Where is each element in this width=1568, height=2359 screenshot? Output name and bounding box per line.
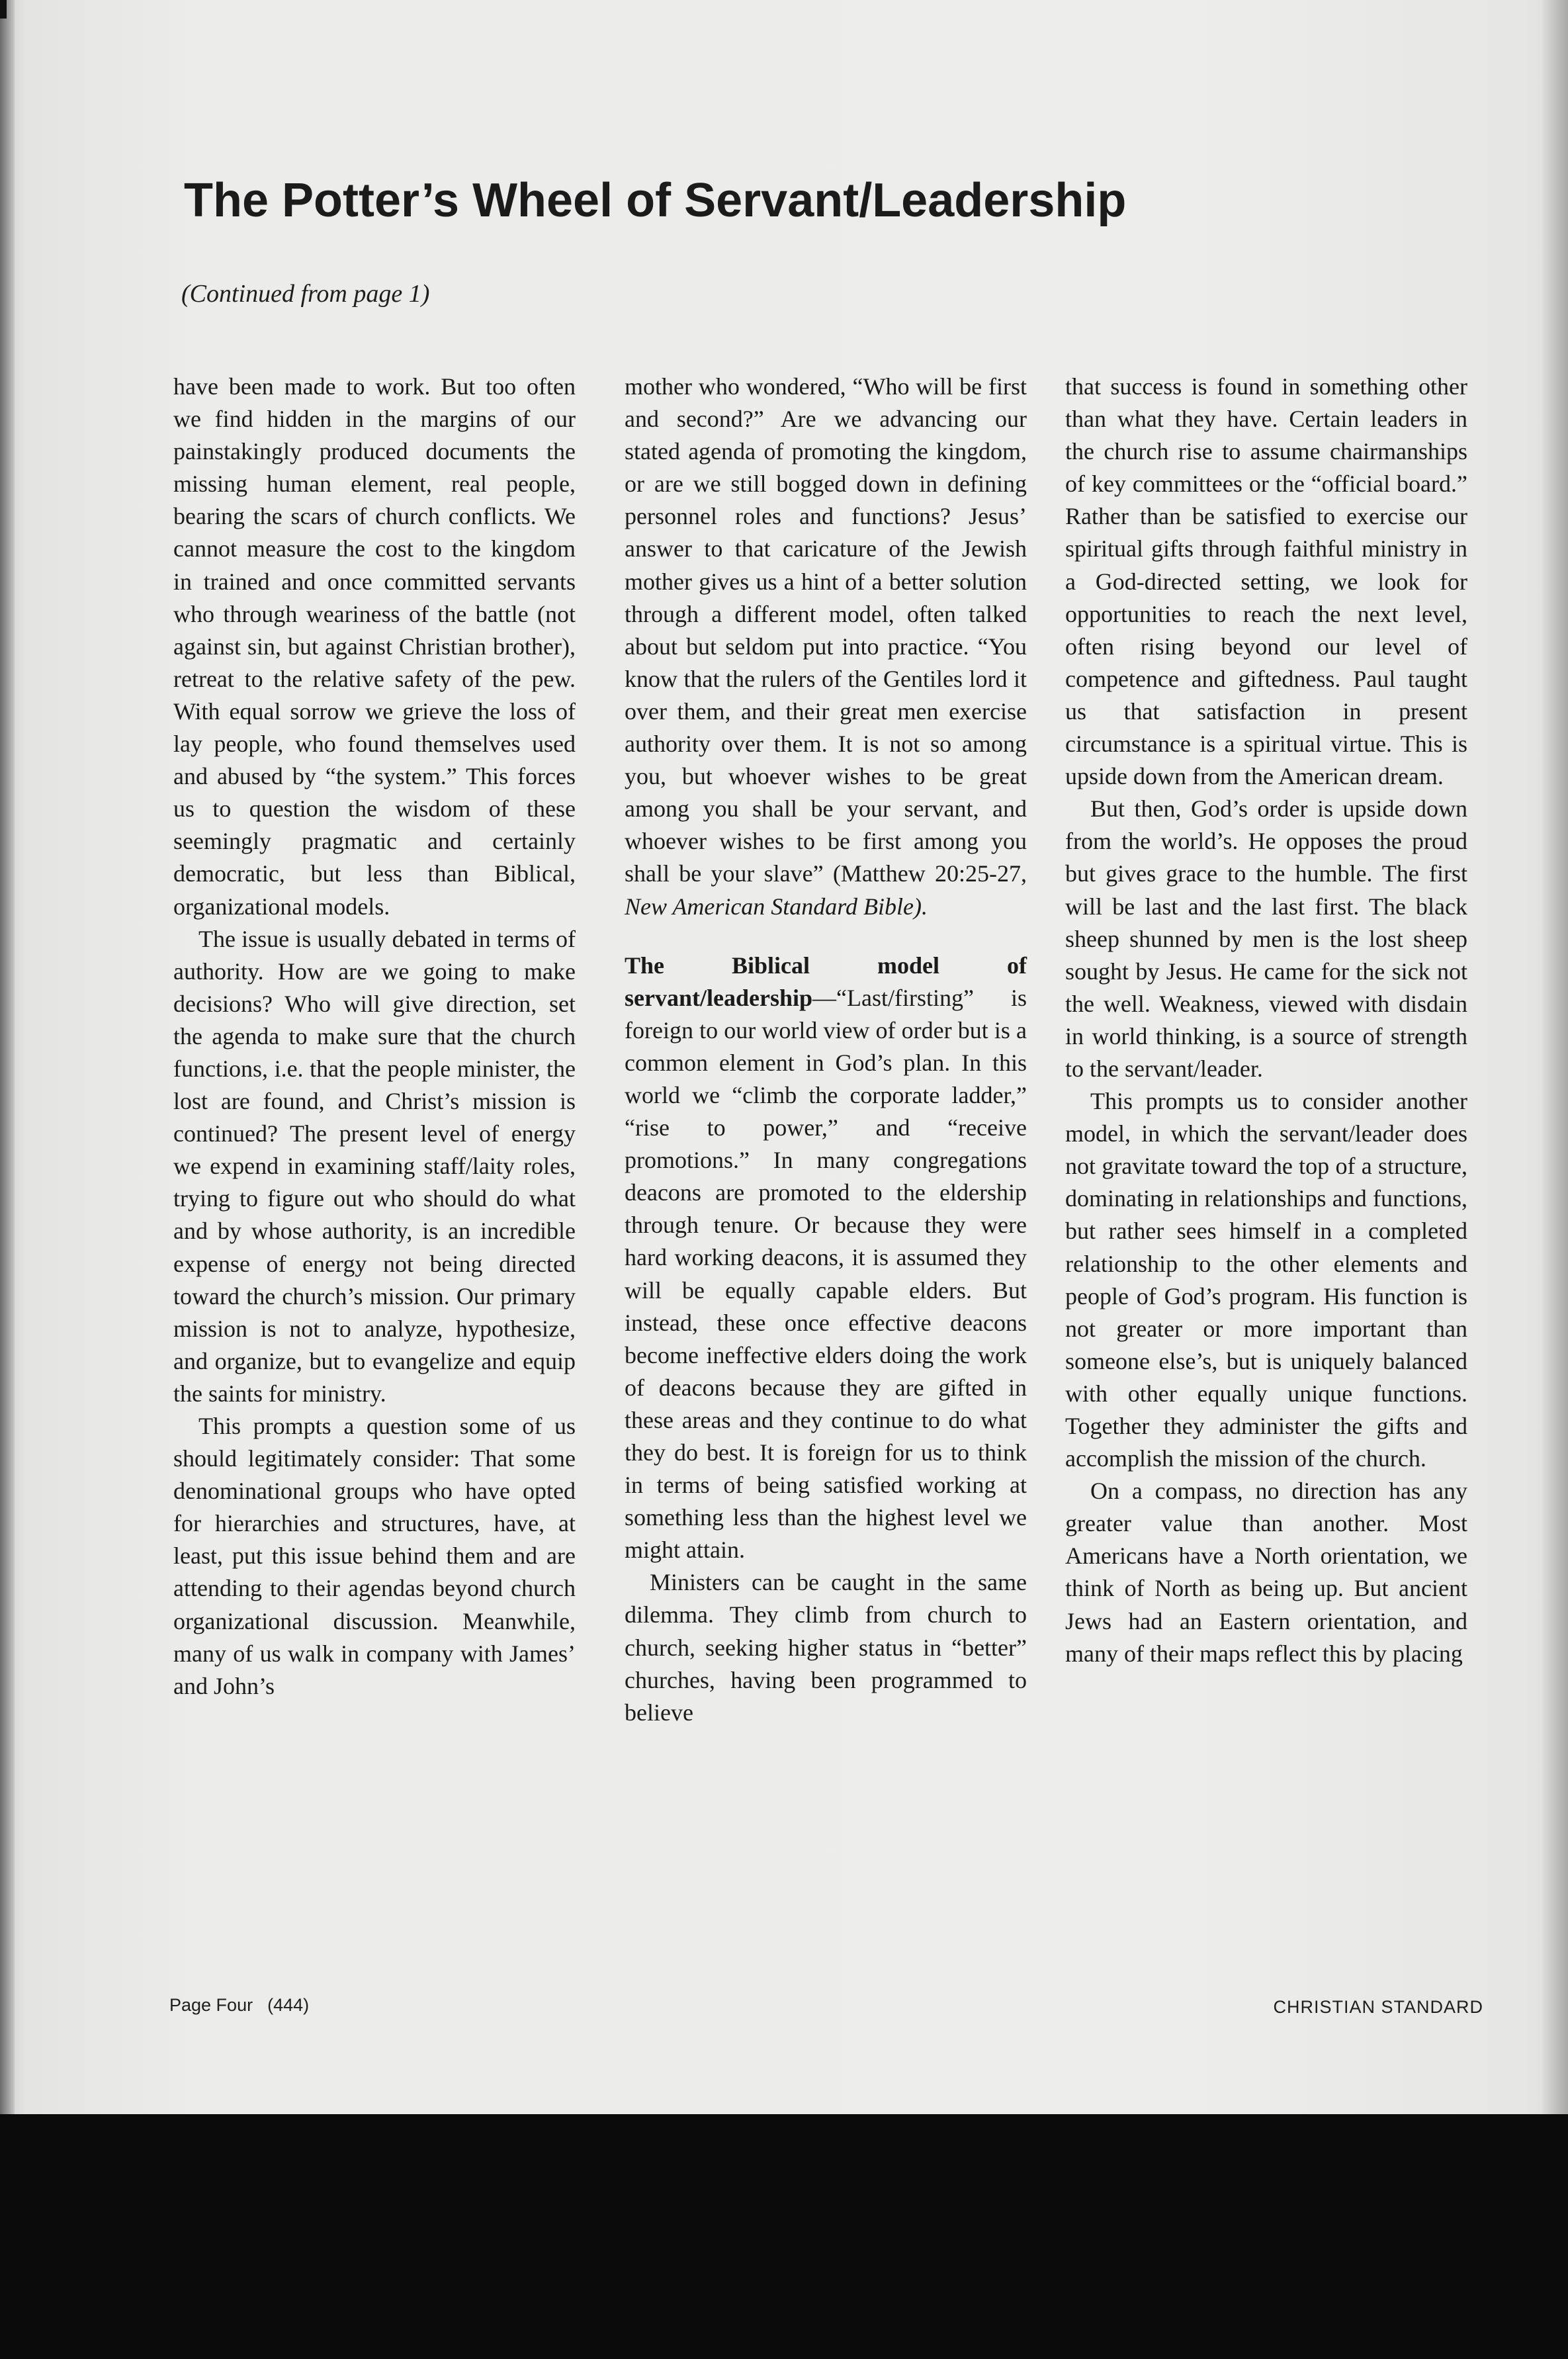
bible-citation: New American Standard Bible). [625,893,928,920]
page-number: (444) [267,1995,310,2015]
section-subheading: The Biblical model of servant/leadership [625,952,1027,1011]
binding-shadow-left [0,0,15,2114]
article-title: The Potter’s Wheel of Servant/Leadership [184,174,1127,227]
column1-paragraph-2: The issue is usually debated in terms of authority. How are we going to make decisions? Who will give direction, set the agenda to make sure that the church functions, i.e. that the people minister, the lost are found, and Christ’s mission is continued? The present level of energy we expend in examining staff/laity roles, trying to figure out who should do what and by whose authority, is an incredible expense of energy not being directed toward the church’s mission. Our primary mission is not to analyze, hypothesize, and organize, but to evangelize and equip the saints for ministry. [173,925,576,1407]
column2-paragraph-1 [625,371,1027,923]
column2-paragraph-1-text: mother who wondered, “Who will be first and second?” Are we advancing our stated agenda of promoting the kingdom, or are we still bogged down in defining personnel roles and functions? Jesus’ answer to that caricature of the Jewish mother gives us a hint of a better solution through a different model, often talked about but seldom put into practice. “You know that the rulers of the Gentiles lord it over them, and their great men exercise authority over them. It is not so among you, but whoever wishes to be great among you shall be your servant, and whoever wishes to be first among you shall be your slave” (Matthew 20:25-27, [625,373,1027,887]
publication-name: CHRISTIAN STANDARD [1273,1997,1483,2017]
column3-paragraph-3: This prompts us to consider another model, in which the servant/leader does not gravitate toward the top of a structure, dominating in relationships and functions, but rather sees himself in a completed relationship to the other elements and people of God’s program. His function is not greater or more important than someone else’s, but is uniquely balanced with other equally unique functions. Together they administer the gifts and accomplish the mission of the church. [1065,1088,1467,1472]
binding-mark [0,0,7,19]
column3-paragraph-2: But then, God’s order is upside down from the world’s. He opposes the proud but gives grace to the humble. The first will be last and the last first. The black sheep shunned by men is the lost sheep sought by Jesus. He came for the sick not the well. Weakness, viewed with disdain in world thinking, is a source of strength to the servant/leader. [1065,795,1467,1082]
page-folio [169,1995,309,2016]
text-column-1 [173,371,576,1959]
column3-paragraph-4: On a compass, no direction has any greater value than another. Most Americans have a North orientation, we think of North as being up. But ancient Jews had an Eastern orientation, and many of their maps reflect this by placing [1065,1478,1467,1667]
continued-note: (Continued from page 1) [181,280,430,308]
column2-paragraph-3: Ministers can be caught in the same dilemma. They climb from church to church, seeking higher status in “better” churches, having been programmed to believe [625,1569,1027,1726]
column3-paragraph-1: that success is found in something other than what they have. Certain leaders in the church rise to assume chairmanships of key committees or the “official board.” Rather than be satisfied to exercise our spiritual gifts through faithful ministry in a God-directed setting, we look for opportunities to reach the next level, often rising beyond our level of competence and giftedness. Paul taught us that satisfaction in present circumstance is a spiritual virtue. This is upside down from the American dream. [1065,373,1467,790]
text-column-2 [625,371,1027,1959]
text-column-3 [1065,371,1467,1959]
column2-paragraph-2 [625,950,1027,1567]
column1-paragraph-3: This prompts a question some of us should legitimately consider: That some denominational groups who have opted for hierarchies and structures, have, at least, put this issue behind them and are attending to their agendas beyond church organizational discussion. Meanwhile, many of us walk in company with James’ and John’s [173,1413,576,1699]
column1-paragraph-1: have been made to work. But too often we find hidden in the margins of our painstakingly produced documents the missing human element, real people, bearing the scars of church conflicts. We cannot measure the cost to the kingdom in trained and once committed servants who through weariness of the battle (not against sin, but against Christian brother), retreat to the relative safety of the pew. With equal sorrow we grieve the loss of lay people, who found themselves used and abused by “the system.” This forces us to question the wisdom of these seemingly pragmatic and certainly democratic, but less than Biblical, organizational models. [173,373,576,920]
page-edge-right [1542,0,1568,2114]
column2-paragraph-2-text: —“Last/firsting” is foreign to our world view of order but is a common element in God’s plan. In this world we “climb the corporate ladder,” “rise to power,” and “receive promotions.” In many congregations deacons are promoted to the eldership through tenure. Or because they were hard working deacons, it is assumed they will be equally capable elders. But instead, these once effective deacons become ineffective elders doing the work of deacons because they are gifted in these areas and they continue to do what they do best. It is foreign for us to think in terms of being satisfied working at something less than the highest level we might attain. [625,984,1027,1564]
section-spacer [625,923,1027,950]
page-label: Page Four [169,1995,253,2015]
